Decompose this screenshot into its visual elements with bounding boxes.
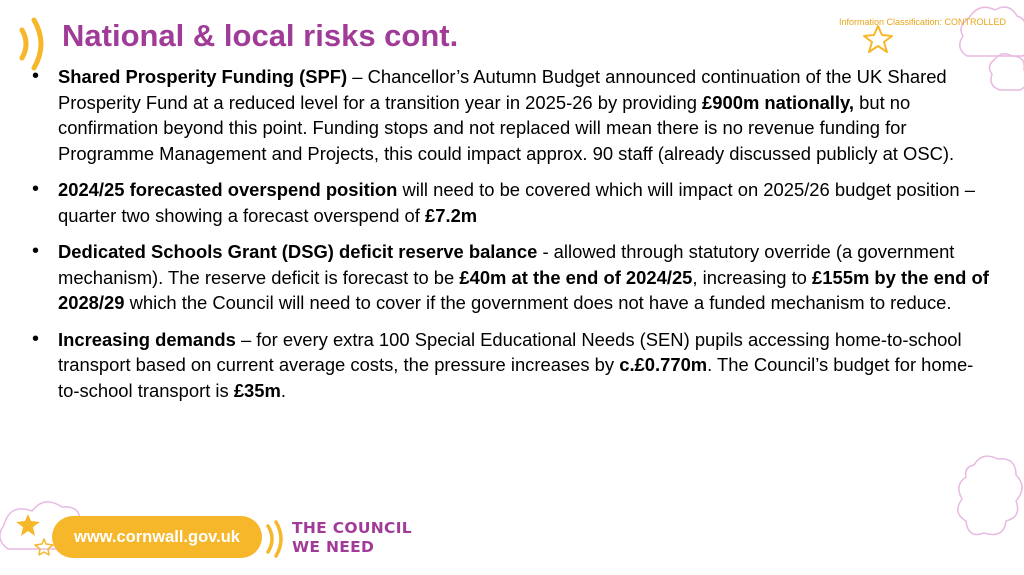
list-item bbox=[30, 327, 990, 404]
dsg-amount-2029: £155m by the end of 2028/29 bbox=[58, 266, 989, 313]
classification-label: Information Classification: CONTROLLED bbox=[838, 17, 1006, 27]
website-link[interactable] bbox=[52, 516, 262, 558]
dsg-text-end: which the Council will need to cover if the government does not have a funded mechanism to reduce. bbox=[124, 292, 952, 313]
brand-line-2: WE NEED bbox=[292, 538, 375, 556]
cloud-decoration-icon bbox=[934, 445, 1024, 575]
risk-list bbox=[30, 64, 990, 414]
list-item bbox=[30, 177, 990, 228]
website-url: www.cornwall.gov.uk bbox=[74, 527, 240, 546]
dsg-text-mid: , increasing to bbox=[692, 266, 813, 288]
list-item bbox=[30, 239, 990, 316]
transport-budget: £35m bbox=[233, 379, 281, 401]
overspend-text: will need to be covered which will impact on 2025/26 budget position – quarter two showing a forecast overspend of bbox=[58, 179, 975, 226]
spf-heading: Shared Prosperity Funding (SPF) bbox=[58, 66, 348, 87]
demands-text-end: . bbox=[280, 379, 286, 401]
council-brand-logo bbox=[292, 519, 412, 557]
dsg-heading: Dedicated Schools Grant (DSG) deficit reserve balance bbox=[58, 241, 538, 262]
demands-text-mid: . The Council’s budget for home-to-school transport is bbox=[58, 354, 974, 401]
brand-line-1: THE COUNCIL bbox=[292, 519, 412, 537]
star-icon bbox=[14, 512, 42, 538]
demands-heading: Increasing demands bbox=[58, 328, 236, 350]
star-icon bbox=[34, 538, 54, 556]
overspend-amount: £7.2m bbox=[425, 204, 478, 226]
spf-text: – Chancellor’s Autumn Budget announced continuation of the UK Shared Prosperity Fund at a reduced level for a transition year in 2025-26 by providing bbox=[58, 66, 947, 113]
demands-amount: c.£0.770m bbox=[619, 354, 708, 375]
overspend-heading: 2024/25 forecasted overspend position bbox=[58, 179, 398, 200]
dsg-amount-2025: £40m at the end of 2024/25 bbox=[459, 266, 693, 288]
star-icon bbox=[862, 24, 894, 54]
page-title: National & local risks cont. bbox=[62, 18, 459, 53]
demands-text: – for every extra 100 Special Educational Needs (SEN) pupils accessing home-to-school transport based on current average costs, the pressure increases by bbox=[58, 328, 962, 375]
list-item bbox=[30, 64, 990, 166]
spf-amount: £900m nationally, bbox=[702, 91, 855, 113]
spf-text-end: but no confirmation beyond this point. Funding stops and not replaced will mean there is no revenue funding for Programme Management and Projects, this could impact approx. 90 staff (already discussed publicly at OSC). bbox=[58, 91, 955, 164]
arcs-icon bbox=[264, 520, 286, 558]
dsg-text: - allowed through statutory override (a government mechanism). The reserve deficit is forecast to be bbox=[58, 241, 955, 288]
